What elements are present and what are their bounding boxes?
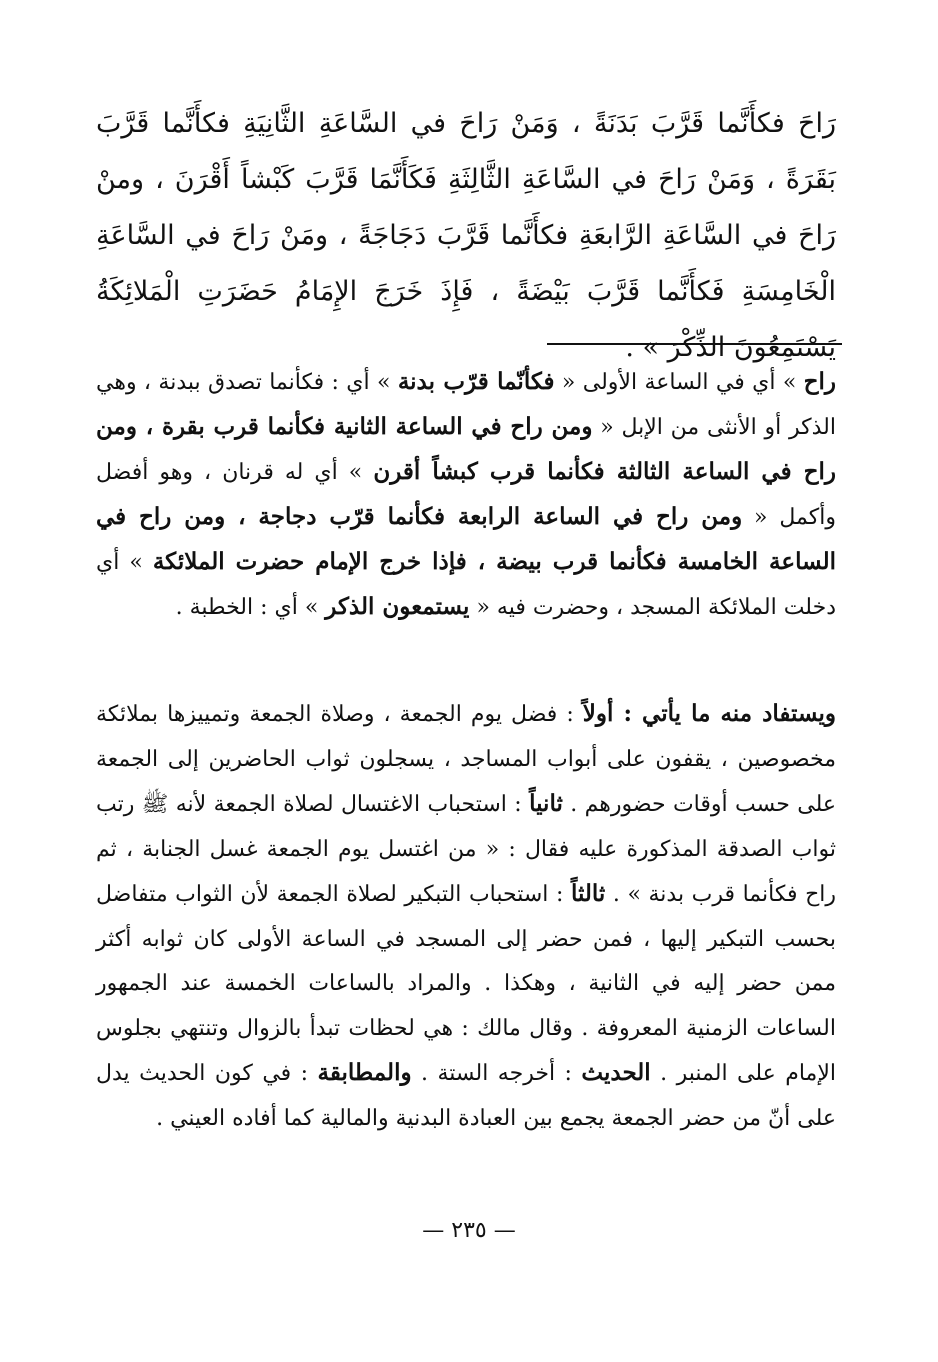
commentary-text: » أي له قرنان ، وهو أفضل وأكمل « xyxy=(96,460,836,530)
benefits-text: : فضل يوم الجمعة ، وصلاة الجمعة وتمييزها بملائكة مخصوصين ، يقفون على أبواب المساجد ، يسجلون ثواب الحاضرين إلى الجمعة على حسب أوقات حضورهم . xyxy=(96,702,836,817)
commentary-text: » أي في الساعة الأولى « xyxy=(554,370,804,395)
footnote-divider xyxy=(547,343,842,345)
benefits-heading: والمطابقة xyxy=(317,1059,412,1086)
commentary-term: فكأنّما قرّب بدنة xyxy=(397,368,555,395)
commentary-text: » أي : الخطبة . xyxy=(175,595,326,620)
benefits-heading: ويستفاد منه ما يأتي : أولاً xyxy=(582,700,836,727)
benefits-paragraph xyxy=(96,692,836,1141)
benefits-text: : أخرجه الستة . xyxy=(411,1061,582,1086)
commentary-paragraph xyxy=(96,360,836,630)
benefits-heading: الحديث xyxy=(581,1059,651,1086)
commentary-term: ومن راح في الساعة الرابعة فكأنما قرّب دجاجة ، ومن راح في الساعة الخامسة فكأنما قرب بيضة ، فإذا خرج الإمام حضرت الملائكة xyxy=(96,503,837,575)
commentary-text: » أي : فكأنما تصدق ببدنة ، وهي الذكر أو الأنثى من الإبل « xyxy=(96,370,836,440)
benefits-text: : في كون الحديث يدل على أنّ من حضر الجمعة يجمع بين العبادة البدنية والمالية كما أفاده العيني . xyxy=(96,1061,836,1131)
hadith-text: رَاحَ فكأَنَّما قَرَّبَ بَدَنَةً ، وَمَنْ رَاحَ في السَّاعَةِ الثَّانِيَةِ فكأَنَّما قَرَّبَ بَقَرَةً ، وَمَنْ رَاحَ في السَّاعَةِ الثَّالِثَةِ فَكَأَنَّمَا قَرَّبَ كَبْشاً أَقْرَنَ ، ومنْ رَاحَ في السَّاعَةِ الرَّابعَةِ فكأَنَّما قَرَّبَ دَجَاجَةً ، ومَنْ رَاحَ في السَّاعَةِ الْخَامِسَةِ فَكأَنَّما قَرَّبَ بَيْضَةً ، فَإِذَ خَرَجَ الإِمَامُ حَضَرَتِ الْمَلائِكَةُ يَسْتَمِعُونَ الذِّكْرَ » . xyxy=(96,108,836,363)
commentary-text: » أي دخلت الملائكة المسجد ، وحضرت فيه « xyxy=(96,550,836,620)
benefits-heading: ثانياً xyxy=(529,790,563,817)
benefits-heading: ثالثاً xyxy=(570,880,606,907)
commentary-term: يستمعون الذكر xyxy=(325,593,470,620)
benefits-text: : استحباب التبكير لصلاة الجمعة لأن الثواب متفاضل بحسب التبكير إليها ، فمن حضر إلى المسجد في الساعة الأولى كان ثوابه أكثر ممن حضر إليه في الثانية ، وهكذا . والمراد بالساعات الخمسة عند الجمهور الساعات الزمنية المعروفة . وقال مالك : هي لحظات تبدأ بالزوال وتنتهي بجلوس الإمام على المنبر . xyxy=(96,882,836,1086)
page-number: — ٢٣٥ — xyxy=(422,1218,516,1243)
hadith-block xyxy=(96,96,836,376)
commentary-term: ومن راح في الساعة الثانية فكأنما قرب بقرة ، ومن راح في الساعة الثالثة فكأنما قرب كبشاً أقرن xyxy=(96,413,836,485)
benefits-text: : استحباب الاغتسال لصلاة الجمعة لأنه ﷺ رتب ثواب الصدقة المذكورة عليه فقال : « من اغتسل يوم الجمعة غسل الجنابة ، ثم راح فكأنما قرب بدنة » . xyxy=(96,792,837,907)
commentary-term: راح xyxy=(803,368,836,395)
